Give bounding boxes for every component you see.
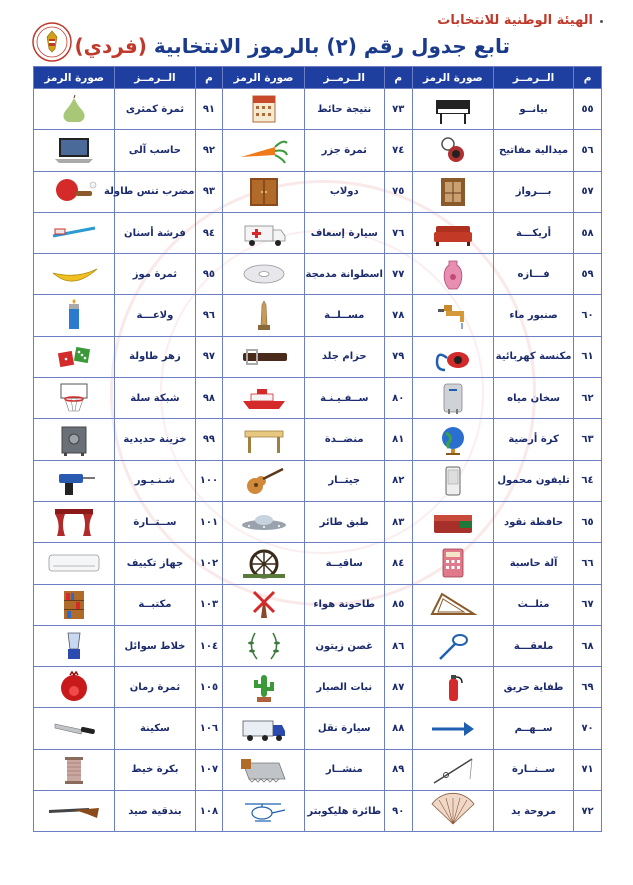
symbol-image-cell bbox=[412, 171, 493, 212]
symbol-name: نبات الصبار bbox=[304, 667, 384, 708]
symbol-name: مثلــث bbox=[493, 584, 573, 625]
symbol-image-cell bbox=[223, 501, 304, 542]
symbol-name: حزام جلد bbox=[304, 336, 384, 377]
table-row bbox=[34, 460, 602, 501]
symbol-image-cell bbox=[223, 460, 304, 501]
symbol-number: ٦٧ bbox=[574, 584, 602, 625]
symbol-name: فـــازه bbox=[493, 254, 573, 295]
laptop-icon bbox=[45, 133, 103, 167]
symbol-image-cell bbox=[412, 419, 493, 460]
symbol-image-cell bbox=[412, 625, 493, 666]
banana-icon bbox=[45, 257, 103, 291]
table-row bbox=[34, 791, 602, 832]
air-conditioner-icon bbox=[45, 546, 103, 580]
header-symbol: الــرمــز bbox=[304, 67, 384, 89]
symbol-image-cell bbox=[34, 419, 115, 460]
symbol-number: ٩٣ bbox=[195, 171, 223, 212]
symbol-name: ســفـيـنـة bbox=[304, 378, 384, 419]
symbol-name: شـنـيـور bbox=[115, 460, 195, 501]
symbol-number: ٧٩ bbox=[384, 336, 412, 377]
symbol-image-cell bbox=[34, 749, 115, 790]
knife-icon bbox=[45, 712, 103, 746]
title-main: تابع جدول رقم (٢) بالرموز الانتخابية bbox=[153, 34, 510, 58]
symbol-image-cell bbox=[223, 130, 304, 171]
symbol-name: بـــرواز bbox=[493, 171, 573, 212]
symbol-number: ١٠٨ bbox=[195, 791, 223, 832]
header-dot bbox=[600, 20, 603, 23]
symbol-image-cell bbox=[412, 212, 493, 253]
header-symbol: الــرمــز bbox=[115, 67, 195, 89]
symbol-number: ٩٠ bbox=[384, 791, 412, 832]
symbol-number: ٦٨ bbox=[574, 625, 602, 666]
symbol-number: ١٠٧ bbox=[195, 749, 223, 790]
symbol-image-cell bbox=[223, 584, 304, 625]
symbol-name: شبكة سلة bbox=[115, 378, 195, 419]
symbol-name: طبق طائر bbox=[304, 501, 384, 542]
symbol-number: ٩٤ bbox=[195, 212, 223, 253]
symbol-number: ١٠٦ bbox=[195, 708, 223, 749]
symbol-number: ٧٥ bbox=[384, 171, 412, 212]
mobile-phone-icon bbox=[424, 464, 482, 498]
symbol-number: ٧٧ bbox=[384, 254, 412, 295]
table-row bbox=[34, 584, 602, 625]
symbol-name: سيارة نقل bbox=[304, 708, 384, 749]
symbol-image-cell bbox=[412, 295, 493, 336]
symbol-image-cell bbox=[223, 791, 304, 832]
symbol-number: ٥٥ bbox=[574, 89, 602, 130]
symbol-name: أريكـــة bbox=[493, 212, 573, 253]
symbol-image-cell bbox=[223, 543, 304, 584]
symbol-name: ســتــارة bbox=[115, 501, 195, 542]
table-row bbox=[34, 130, 602, 171]
symbol-number: ٩١ bbox=[195, 89, 223, 130]
arrow-icon bbox=[424, 712, 482, 746]
calculator-icon bbox=[424, 546, 482, 580]
header-image: صورة الرمز bbox=[34, 67, 115, 89]
vacuum-icon bbox=[424, 340, 482, 374]
org-name: الهيئة الوطنية للانتخابات bbox=[437, 13, 593, 28]
symbol-image-cell bbox=[34, 501, 115, 542]
symbol-name: نتيجة حائط bbox=[304, 89, 384, 130]
ambulance-icon bbox=[235, 216, 293, 250]
pear-icon bbox=[45, 92, 103, 126]
thread-spool-icon bbox=[45, 753, 103, 787]
symbol-name: مســلــة bbox=[304, 295, 384, 336]
carrot-icon bbox=[235, 133, 293, 167]
symbol-number: ٨٢ bbox=[384, 460, 412, 501]
ufo-icon bbox=[235, 505, 293, 539]
symbol-number: ٦٩ bbox=[574, 667, 602, 708]
symbol-name: سخان مياه bbox=[493, 378, 573, 419]
symbol-image-cell bbox=[223, 378, 304, 419]
basketball-net-icon bbox=[45, 381, 103, 415]
table-icon bbox=[235, 423, 293, 457]
table-row bbox=[34, 171, 602, 212]
symbol-number: ٥٩ bbox=[574, 254, 602, 295]
symbol-number: ٨٣ bbox=[384, 501, 412, 542]
keychain-icon bbox=[424, 133, 482, 167]
symbol-name: مكتبــة bbox=[115, 584, 195, 625]
sofa-icon bbox=[424, 216, 482, 250]
symbol-image-cell bbox=[412, 254, 493, 295]
symbol-name: طاحونة هواء bbox=[304, 584, 384, 625]
symbol-number: ١٠٤ bbox=[195, 625, 223, 666]
symbol-name: غصن زيتون bbox=[304, 625, 384, 666]
symbol-image-cell bbox=[223, 749, 304, 790]
symbol-name: مضرب تنس طاولة bbox=[115, 171, 195, 212]
symbol-number: ٧٦ bbox=[384, 212, 412, 253]
symbol-image-cell bbox=[34, 543, 115, 584]
symbol-name: صنبور ماء bbox=[493, 295, 573, 336]
symbol-image-cell bbox=[412, 667, 493, 708]
table-row bbox=[34, 667, 602, 708]
symbol-number: ٥٨ bbox=[574, 212, 602, 253]
symbol-number: ٩٨ bbox=[195, 378, 223, 419]
symbol-image-cell bbox=[223, 89, 304, 130]
symbol-image-cell bbox=[223, 419, 304, 460]
symbol-number: ٧٨ bbox=[384, 295, 412, 336]
pomegranate-icon bbox=[45, 670, 103, 704]
table-header-row bbox=[34, 67, 602, 89]
symbol-name: خلاط سوائل bbox=[115, 625, 195, 666]
symbol-image-cell bbox=[223, 708, 304, 749]
symbol-number: ٩٩ bbox=[195, 419, 223, 460]
blender-icon bbox=[45, 629, 103, 663]
header-num: م bbox=[574, 67, 602, 89]
symbol-image-cell bbox=[34, 625, 115, 666]
symbol-number: ٨٠ bbox=[384, 378, 412, 419]
symbol-number: ١٠٥ bbox=[195, 667, 223, 708]
symbol-image-cell bbox=[34, 708, 115, 749]
symbol-name: طفاية حريق bbox=[493, 667, 573, 708]
header-symbol: الــرمــز bbox=[493, 67, 573, 89]
symbol-name: آلة حاسبة bbox=[493, 543, 573, 584]
symbol-number: ٧٠ bbox=[574, 708, 602, 749]
symbol-image-cell bbox=[34, 791, 115, 832]
symbol-name: مكنسة كهربائية bbox=[493, 336, 573, 377]
symbol-image-cell bbox=[223, 295, 304, 336]
symbol-name: ســنــارة bbox=[493, 749, 573, 790]
olive-branch-icon bbox=[235, 629, 293, 663]
symbol-name: تليفون محمول bbox=[493, 460, 573, 501]
belt-icon bbox=[235, 340, 293, 374]
symbol-name: ثمرة كمثرى bbox=[115, 89, 195, 130]
obelisk-icon bbox=[235, 299, 293, 333]
table-row bbox=[34, 501, 602, 542]
table-row bbox=[34, 89, 602, 130]
symbol-name: ميدالية مفاتيح bbox=[493, 130, 573, 171]
symbol-number: ٦٦ bbox=[574, 543, 602, 584]
symbol-image-cell bbox=[34, 584, 115, 625]
tap-icon bbox=[424, 299, 482, 333]
bookcase-icon bbox=[45, 588, 103, 622]
cactus-icon bbox=[235, 670, 293, 704]
helicopter-icon bbox=[235, 794, 293, 828]
fire-extinguisher-icon bbox=[424, 670, 482, 704]
dice-icon bbox=[45, 340, 103, 374]
truck-icon bbox=[235, 712, 293, 746]
symbol-name: اسطوانة مدمجة bbox=[304, 254, 384, 295]
symbol-name: ولاعـــة bbox=[115, 295, 195, 336]
table-row bbox=[34, 336, 602, 377]
symbol-name: جهاز تكييف bbox=[115, 543, 195, 584]
symbol-name: دولاب bbox=[304, 171, 384, 212]
symbol-image-cell bbox=[223, 336, 304, 377]
symbol-name: ثمرة جزر bbox=[304, 130, 384, 171]
symbol-image-cell bbox=[34, 212, 115, 253]
safe-icon bbox=[45, 423, 103, 457]
wall-calendar-icon bbox=[235, 92, 293, 126]
table-row bbox=[34, 295, 602, 336]
symbol-image-cell bbox=[223, 254, 304, 295]
symbol-name: ســهــم bbox=[493, 708, 573, 749]
page-title bbox=[74, 34, 510, 60]
water-heater-icon bbox=[424, 381, 482, 415]
waterwheel-icon bbox=[235, 546, 293, 580]
symbol-name: منضــدة bbox=[304, 419, 384, 460]
title-suffix: (فردي) bbox=[74, 34, 147, 58]
symbol-number: ٩٢ bbox=[195, 130, 223, 171]
header-num: م bbox=[195, 67, 223, 89]
header-num: م bbox=[384, 67, 412, 89]
ship-icon bbox=[235, 381, 293, 415]
symbol-name: حافظة نقود bbox=[493, 501, 573, 542]
symbol-image-cell bbox=[412, 543, 493, 584]
symbol-name: سيارة إسعاف bbox=[304, 212, 384, 253]
symbol-number: ٧٣ bbox=[384, 89, 412, 130]
symbol-image-cell bbox=[223, 625, 304, 666]
frame-icon bbox=[424, 175, 482, 209]
symbol-number: ٧٢ bbox=[574, 791, 602, 832]
symbol-image-cell bbox=[412, 708, 493, 749]
table-row bbox=[34, 708, 602, 749]
symbol-name: ساقيــة bbox=[304, 543, 384, 584]
symbol-image-cell bbox=[34, 295, 115, 336]
symbol-name: فرشة أسنان bbox=[115, 212, 195, 253]
spoon-icon bbox=[424, 629, 482, 663]
table-row bbox=[34, 419, 602, 460]
symbol-number: ١٠٢ bbox=[195, 543, 223, 584]
symbol-number: ٥٧ bbox=[574, 171, 602, 212]
symbol-number: ٦١ bbox=[574, 336, 602, 377]
windmill-icon bbox=[235, 588, 293, 622]
triangle-icon bbox=[424, 588, 482, 622]
symbol-image-cell bbox=[223, 171, 304, 212]
symbol-name: بندقية صيد bbox=[115, 791, 195, 832]
symbol-name: بكرة خيط bbox=[115, 749, 195, 790]
fishing-rod-icon bbox=[424, 753, 482, 787]
curtain-icon bbox=[45, 505, 103, 539]
symbol-number: ٨١ bbox=[384, 419, 412, 460]
symbol-image-cell bbox=[412, 749, 493, 790]
table-row bbox=[34, 212, 602, 253]
symbol-image-cell bbox=[412, 791, 493, 832]
symbol-number: ٨٩ bbox=[384, 749, 412, 790]
symbol-number: ٦٠ bbox=[574, 295, 602, 336]
symbol-image-cell bbox=[34, 89, 115, 130]
symbol-number: ٧٤ bbox=[384, 130, 412, 171]
symbol-image-cell bbox=[412, 89, 493, 130]
symbol-name: طائرة هليكوبتر bbox=[304, 791, 384, 832]
symbol-name: منشــار bbox=[304, 749, 384, 790]
symbol-image-cell bbox=[412, 378, 493, 419]
symbol-number: ٩٥ bbox=[195, 254, 223, 295]
symbol-image-cell bbox=[412, 460, 493, 501]
toothbrush-icon bbox=[45, 216, 103, 250]
table-row bbox=[34, 254, 602, 295]
symbol-image-cell bbox=[412, 584, 493, 625]
table-row bbox=[34, 625, 602, 666]
table-row bbox=[34, 543, 602, 584]
symbol-name: ثمرة رمان bbox=[115, 667, 195, 708]
wardrobe-icon bbox=[235, 175, 293, 209]
hunting-rifle-icon bbox=[45, 794, 103, 828]
symbol-name: خزينة حديدية bbox=[115, 419, 195, 460]
symbol-number: ١٠٠ bbox=[195, 460, 223, 501]
commission-logo-icon bbox=[32, 22, 72, 62]
symbol-number: ١٠١ bbox=[195, 501, 223, 542]
symbol-image-cell bbox=[412, 501, 493, 542]
symbol-number: ٨٦ bbox=[384, 625, 412, 666]
lighter-icon bbox=[45, 299, 103, 333]
symbol-name: مروحة يد bbox=[493, 791, 573, 832]
symbol-image-cell bbox=[34, 336, 115, 377]
hand-fan-icon bbox=[424, 794, 482, 828]
symbol-number: ١٠٣ bbox=[195, 584, 223, 625]
symbols-table bbox=[33, 66, 602, 832]
symbol-number: ٥٦ bbox=[574, 130, 602, 171]
symbol-name: سكينة bbox=[115, 708, 195, 749]
symbol-image-cell bbox=[34, 378, 115, 419]
vase-icon bbox=[424, 257, 482, 291]
symbol-image-cell bbox=[412, 336, 493, 377]
globe-icon bbox=[424, 423, 482, 457]
symbol-number: ٨٧ bbox=[384, 667, 412, 708]
symbol-number: ٨٥ bbox=[384, 584, 412, 625]
header-image: صورة الرمز bbox=[412, 67, 493, 89]
symbol-number: ٦٣ bbox=[574, 419, 602, 460]
symbol-image-cell bbox=[223, 667, 304, 708]
symbol-name: كرة أرضية bbox=[493, 419, 573, 460]
guitar-icon bbox=[235, 464, 293, 498]
table-row bbox=[34, 749, 602, 790]
symbol-number: ٧١ bbox=[574, 749, 602, 790]
symbol-number: ٩٧ bbox=[195, 336, 223, 377]
ping-pong-paddle-icon bbox=[45, 175, 103, 209]
symbol-name: ملعقـــة bbox=[493, 625, 573, 666]
symbol-number: ٩٦ bbox=[195, 295, 223, 336]
symbol-number: ٦٥ bbox=[574, 501, 602, 542]
symbol-name: زهر طاولة bbox=[115, 336, 195, 377]
saw-icon bbox=[235, 753, 293, 787]
wallet-icon bbox=[424, 505, 482, 539]
symbol-name: حاسب آلى bbox=[115, 130, 195, 171]
symbol-image-cell bbox=[412, 130, 493, 171]
symbol-image-cell bbox=[34, 130, 115, 171]
header-image: صورة الرمز bbox=[223, 67, 304, 89]
symbol-image-cell bbox=[34, 460, 115, 501]
symbol-number: ٦٢ bbox=[574, 378, 602, 419]
symbol-name: ثمرة موز bbox=[115, 254, 195, 295]
symbol-number: ٦٤ bbox=[574, 460, 602, 501]
symbol-image-cell bbox=[34, 667, 115, 708]
symbol-name: جيتــار bbox=[304, 460, 384, 501]
symbol-image-cell bbox=[34, 171, 115, 212]
piano-icon bbox=[424, 92, 482, 126]
table-row bbox=[34, 378, 602, 419]
symbol-number: ٨٨ bbox=[384, 708, 412, 749]
symbol-number: ٨٤ bbox=[384, 543, 412, 584]
symbol-name: بيانــو bbox=[493, 89, 573, 130]
drill-icon bbox=[45, 464, 103, 498]
symbol-image-cell bbox=[223, 212, 304, 253]
cd-icon bbox=[235, 257, 293, 291]
symbol-image-cell bbox=[34, 254, 115, 295]
